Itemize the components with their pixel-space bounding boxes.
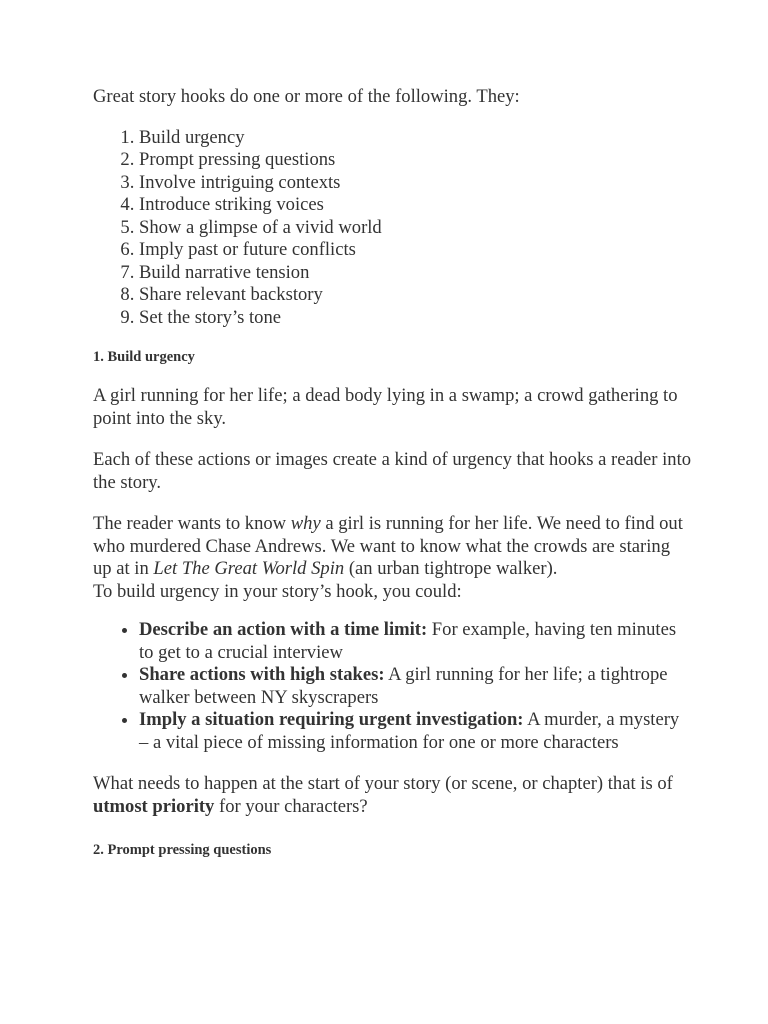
text-segment: (an urban tightrope walker). — [344, 558, 558, 579]
book-title: Let The Great World Spin — [153, 558, 345, 579]
closing-question-paragraph — [93, 773, 693, 818]
hook-list — [93, 127, 693, 330]
hook-list-item: 5. Show a glimpse of a vivid world — [139, 217, 693, 240]
document-page — [93, 86, 693, 860]
urgency-explanation-paragraph: Each of these actions or images create a kind of urgency that hooks a reader into the story. — [93, 449, 692, 493]
intro-paragraph: Great story hooks do one or more of the following. They: — [93, 86, 520, 107]
hook-list-item: 3. Involve intriguing contexts — [139, 172, 693, 195]
tip-label: Imply a situation requiring urgent investigation: — [139, 709, 524, 730]
urgency-examples-paragraph: A girl running for her life; a dead body lying in a swamp; a crowd gathering to point into the sky. — [93, 385, 678, 429]
build-urgency-lead-in: To build urgency in your story’s hook, you could: — [93, 580, 462, 602]
emphasis-why: why — [290, 513, 321, 534]
text-segment: The reader wants to know — [93, 513, 291, 534]
urgency-tips-list — [93, 619, 693, 754]
hook-list-item: 8. Share relevant backstory — [139, 284, 693, 307]
tip-list-item — [139, 709, 693, 754]
hook-list-item: 6. Imply past or future conflicts — [139, 239, 693, 262]
section-heading-prompt-questions: 2. Prompt pressing questions — [93, 842, 272, 858]
tip-text: A murder, a mystery – a vital piece of missing information for one or more characters — [139, 709, 680, 753]
section-heading-build-urgency: 1. Build urgency — [93, 349, 195, 365]
hook-list-item: 9. Set the story’s tone — [139, 307, 693, 330]
hook-list-item: 2. Prompt pressing questions — [139, 149, 693, 172]
emphasis-utmost-priority: utmost priority — [93, 795, 215, 817]
hook-list-item: 1. Build urgency — [139, 127, 693, 150]
tip-text: For example, having ten minutes to get to a crucial interview — [139, 619, 677, 663]
tip-list-item — [139, 664, 693, 709]
tip-list-item — [139, 619, 693, 664]
hook-list-item: 4. Introduce striking voices — [139, 194, 693, 217]
tip-label: Describe an action with a time limit: — [139, 619, 428, 640]
text-segment: What needs to happen at the start of your story (or scene, or chapter) that is of — [93, 773, 673, 794]
tip-label: Share actions with high stakes: — [139, 664, 385, 685]
text-segment: a girl is running for her life. We need to find out who murdered Chase Andrews. We want to know what the crowds are staring up at in — [93, 513, 683, 579]
text-segment: for your characters? — [214, 795, 368, 817]
reader-wants-paragraph — [93, 513, 693, 581]
tip-text: A girl running for her life; a tightrope walker between NY skyscrapers — [139, 664, 668, 708]
hook-list-item: 7. Build narrative tension — [139, 262, 693, 285]
